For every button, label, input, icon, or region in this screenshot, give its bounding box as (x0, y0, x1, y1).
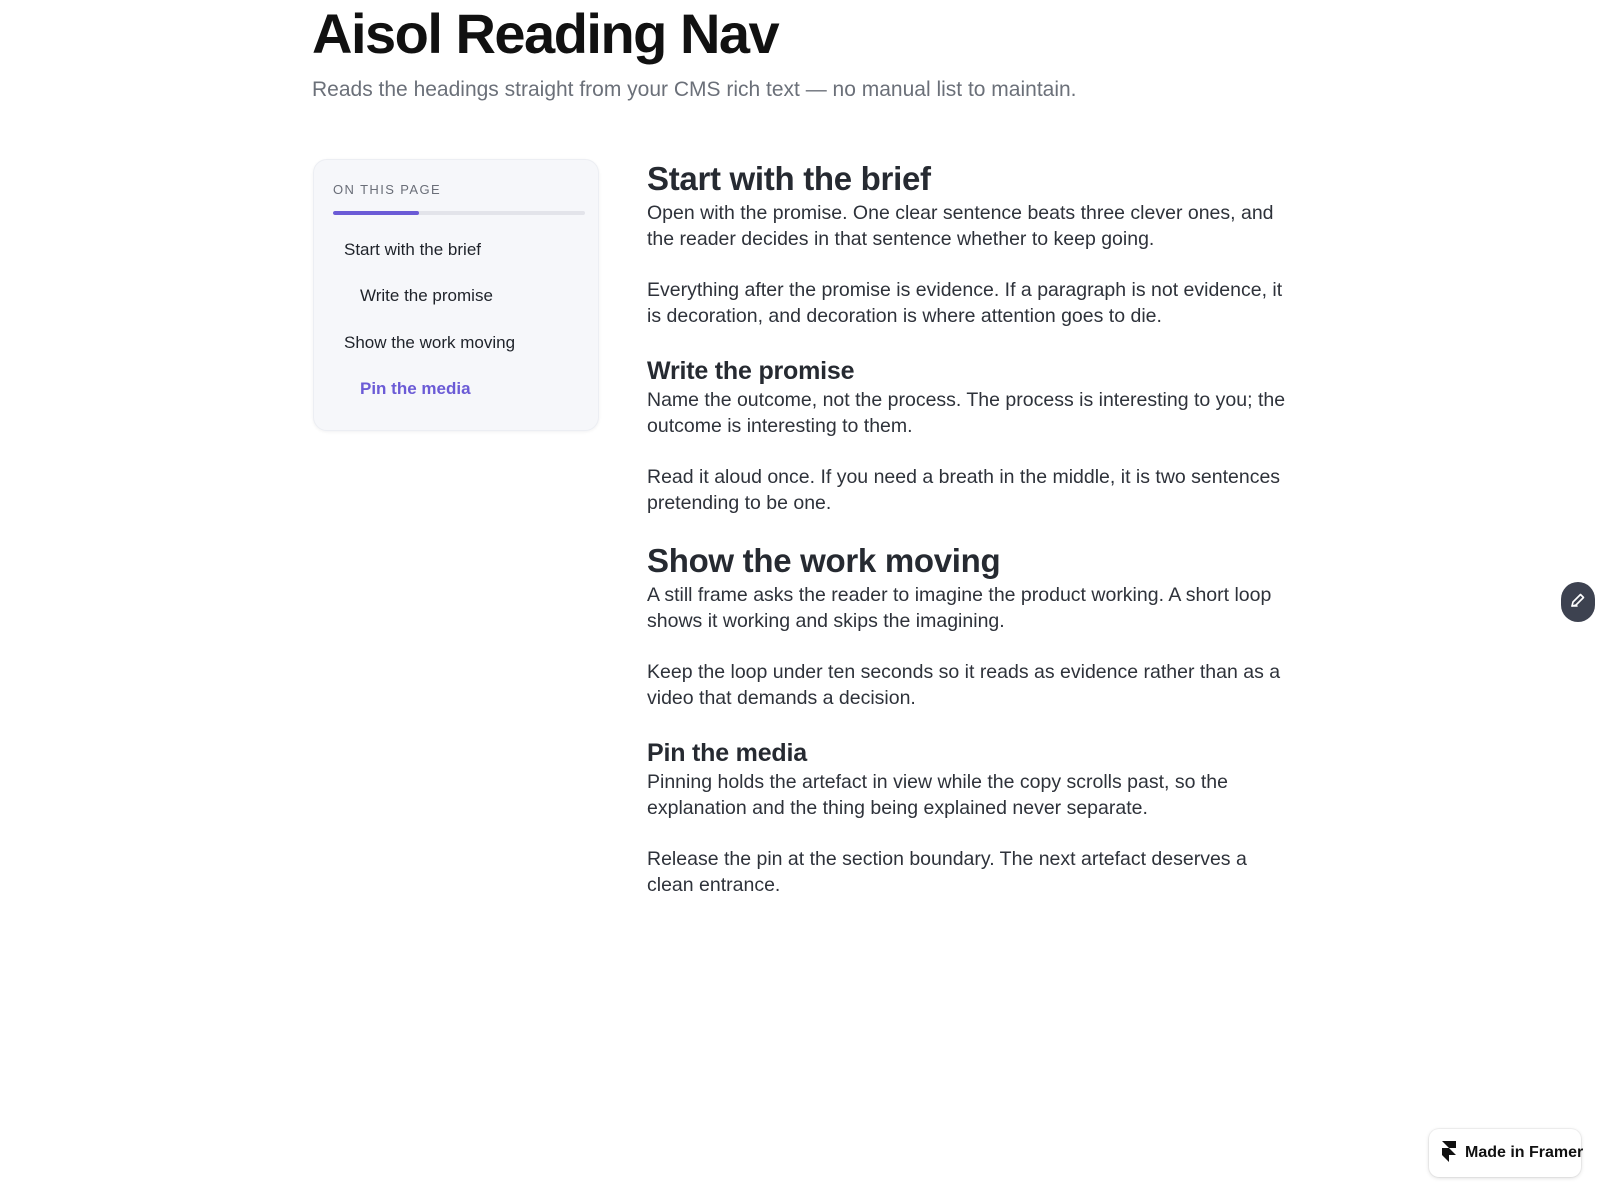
toc-item-write-the-promise[interactable]: Write the promise (360, 286, 493, 305)
toc-heading: ON THIS PAGE (333, 182, 442, 197)
made-in-framer-badge[interactable] (1429, 1129, 1584, 1177)
toc-item-show-the-work-moving[interactable]: Show the work moving (344, 333, 516, 352)
section-heading: Start with the brief (647, 160, 931, 197)
toc-item-pin-the-media[interactable]: Pin the media (360, 379, 471, 398)
toc-progress-fill (333, 211, 419, 215)
section-paragraph: Name the outcome, not the process. The process is interesting to you; the outcome is interesting to them. (647, 389, 1286, 437)
toc-item-start-with-the-brief[interactable]: Start with the brief (344, 240, 482, 259)
section-heading: Write the promise (647, 357, 855, 385)
section-paragraph: Read it aloud once. If you need a breath in the middle, it is two sentences pretending to be one. (647, 466, 1281, 514)
edit-button[interactable] (1561, 582, 1595, 622)
page-title: Aisol Reading Nav (312, 2, 779, 65)
framer-badge-label: Made in Framer (1465, 1144, 1584, 1161)
section-paragraph: Everything after the promise is evidence. If a paragraph is not evidence, it is decoration, and decoration is where attention goes to die. (647, 279, 1283, 327)
page-subtitle: Reads the headings straight from your CMS rich text — no manual list to maintain. (312, 78, 1077, 101)
section-paragraph: Keep the loop under ten seconds so it reads as evidence rather than as a video that demands a decision. (647, 661, 1281, 709)
section-heading: Show the work moving (647, 542, 1001, 579)
section-paragraph: Release the pin at the section boundary. The next artefact deserves a clean entrance. (647, 848, 1247, 896)
section-paragraph: A still frame asks the reader to imagine the product working. A short loop shows it working and skips the imagining. (647, 584, 1272, 632)
section-heading: Pin the media (647, 739, 807, 767)
table-of-contents (313, 159, 599, 431)
framer-logo-icon (1441, 1140, 1457, 1167)
section-paragraph: Open with the promise. One clear sentence beats three clever ones, and the reader decides in that sentence whether to keep going. (647, 202, 1274, 250)
pencil-icon (1569, 591, 1587, 614)
toc-progress-track (333, 211, 585, 215)
section-paragraph: Pinning holds the artefact in view while the copy scrolls past, so the explanation and the thing being explained never separate. (647, 771, 1228, 819)
